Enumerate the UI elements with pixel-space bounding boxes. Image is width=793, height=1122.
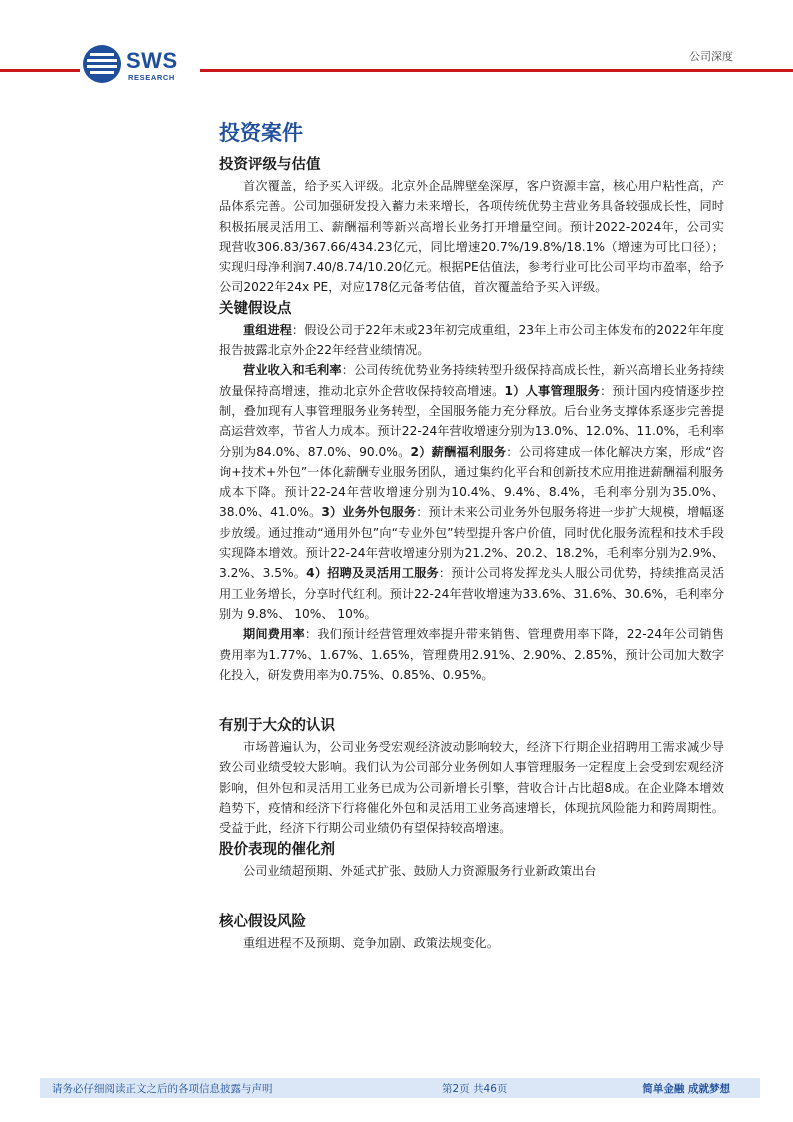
- page-title: 投资案件: [219, 121, 303, 145]
- logo-text: SWS: [126, 48, 178, 73]
- segment-label-hr-management: 1）人事管理服务: [504, 383, 601, 398]
- section-heading-rating: 投资评级与估值: [219, 157, 321, 173]
- logo-subtext: RESEARCH: [128, 73, 175, 82]
- catalyst-paragraph: 公司业绩超预期、外延式扩张、鼓励人力资源服务行业新政策出台: [243, 863, 597, 878]
- segment-label-recruitment: 4）招聘及灵活用工服务: [306, 566, 439, 581]
- footer-slogan: 简单金融 成就梦想: [642, 1083, 730, 1095]
- main-content: [219, 118, 724, 953]
- rating-paragraph: 首次覆盖，给予买入评级。北京外企品牌壁垒深厚，客户资源丰富，核心用户粘性高，产品体系完善。公司加强研发投入蓄力未来增长，各项传统优势主营业务具备较强成长性，同时积极拓展灵活用工、薪酬福利等新兴高增长业务打开增量空间。预计2022-2024年，公司实现营收306.83/367.66/434.23亿元，同比增速20.7%/19.8%/18.1%（增速为可比口径）；实现归母净利润7.40/8.74/10.20亿元。根据PE估值法，参考行业可比公司平均市盈率，给予公司2022年24x PE，对应178亿元备考估值，首次覆盖给予买入评级。: [219, 179, 724, 295]
- header-rule-right: [200, 69, 793, 72]
- assumption-label-restructuring: 重组进程: [243, 322, 292, 337]
- segment-text-hr-management: ：预计国内疫情逐步控制，叠加现有人事管理服务业务转型，全国服务能力充分释放。后台业务支撑体系逐步完善提高运营效率，节省人力成本。预计22-24年营收增速分别为13.0%、12.0%、11.0%，毛利率分别为84.0%、87.0%、90.0%。: [219, 383, 725, 459]
- assumption-text-expense: ：我们预计经营管理效率提升带来销售、管理费用率下降，22-24年公司销售费用率为1.77%、1.67%、1.65%，管理费用2.91%、2.90%、2.85%，预计公司加大数字化投入，研发费用率为0.75%、0.85%、0.95%。: [219, 627, 724, 682]
- section-heading-assumptions: 关键假设点: [219, 300, 292, 317]
- section-heading-different-view: 有别于大众的认识: [219, 718, 335, 735]
- page-header: [0, 0, 793, 100]
- segment-text-recruitment: ：预计公司将发挥龙头人服公司优势，持续推高灵活用工业务增长，分享时代红利。预计22-24年营收增速为33.6%、31.6%、30.6%，毛利率分别为 9.8%、 10%、 10%。: [219, 566, 725, 621]
- footer-disclaimer: 请务必仔细阅读正文之后的各项信息披露与声明: [52, 1083, 273, 1095]
- header-rule-left: [0, 69, 80, 72]
- section-heading-risk: 核心假设风险: [219, 913, 306, 930]
- different-view-paragraph: 市场普遍认为，公司业务受宏观经济波动影响较大，经济下行期企业招聘用工需求减少导致公司业绩受较大影响。我们认为公司部分业务例如人事管理服务一定程度上会受到宏观经济影响，但外包和灵活用工业务已成为公司新增长引擎，营收合计占比超8成。在企业降本增效趋势下，疫情和经济下行将催化外包和灵活用工业务高速增长，体现抗风险能力和跨周期性。受益于此，经济下行期公司业绩仍有望保持较高增速。: [219, 740, 724, 836]
- segment-label-outsourcing: 3）业务外包服务: [321, 505, 417, 520]
- assumption-restructuring: [219, 320, 724, 361]
- page-footer: [40, 1078, 760, 1098]
- section-heading-catalyst: 股价表现的催化剂: [219, 841, 335, 858]
- section-spacer: [219, 881, 724, 911]
- assumption-expense: [219, 624, 724, 685]
- assumption-text-restructuring: ：假设公司于22年末或23年初完成重组，23年上市公司主体发布的2022年年度报告披露北京外企22年经营业绩情况。: [219, 322, 724, 358]
- page-number: 第2页 共46页: [442, 1083, 508, 1095]
- sws-logo-icon: [82, 44, 122, 84]
- assumption-revenue: [219, 360, 724, 624]
- assumption-label-expense: 期间费用率: [243, 627, 305, 642]
- segment-label-payroll: 2）薪酬福利服务: [410, 444, 507, 459]
- assumption-label-revenue: 营业收入和毛利率: [243, 363, 342, 378]
- section-spacer: [219, 685, 724, 715]
- segment-text-payroll: ：公司将建成一体化解决方案，形成“咨询+技术+外包”一体化薪酬专业服务团队，通过集约化平台和创新技术应用推进薪酬福利服务成本下降。预计22-24年营收增速分别为10.4%、9.4%、8.4%，毛利率分别为35.0%、38.0%、41.0%。: [219, 444, 725, 520]
- risk-paragraph: 重组进程不及预期、竞争加剧、政策法规变化。: [243, 935, 499, 950]
- assumption-text-revenue: ：公司传统优势业务持续转型升级保持高成长性，新兴高增长业务持续放量保持高增速，推动北京外企营收保持较高增速。: [219, 363, 725, 398]
- segment-text-outsourcing: ：预计未来公司业务外包服务将进一步扩大规模，增幅逐步放缓。通过推动“通用外包”向“专业外包”转型提升客户价值，同时优化服务流程和技术手段实现降本增效。预计22-24年营收增速分别为21.2%、20.2、18.2%，毛利率分别为2.9%、3.2%、3.5%。: [219, 505, 725, 581]
- sws-logo: [82, 44, 182, 84]
- document-type: 公司深度: [689, 50, 733, 63]
